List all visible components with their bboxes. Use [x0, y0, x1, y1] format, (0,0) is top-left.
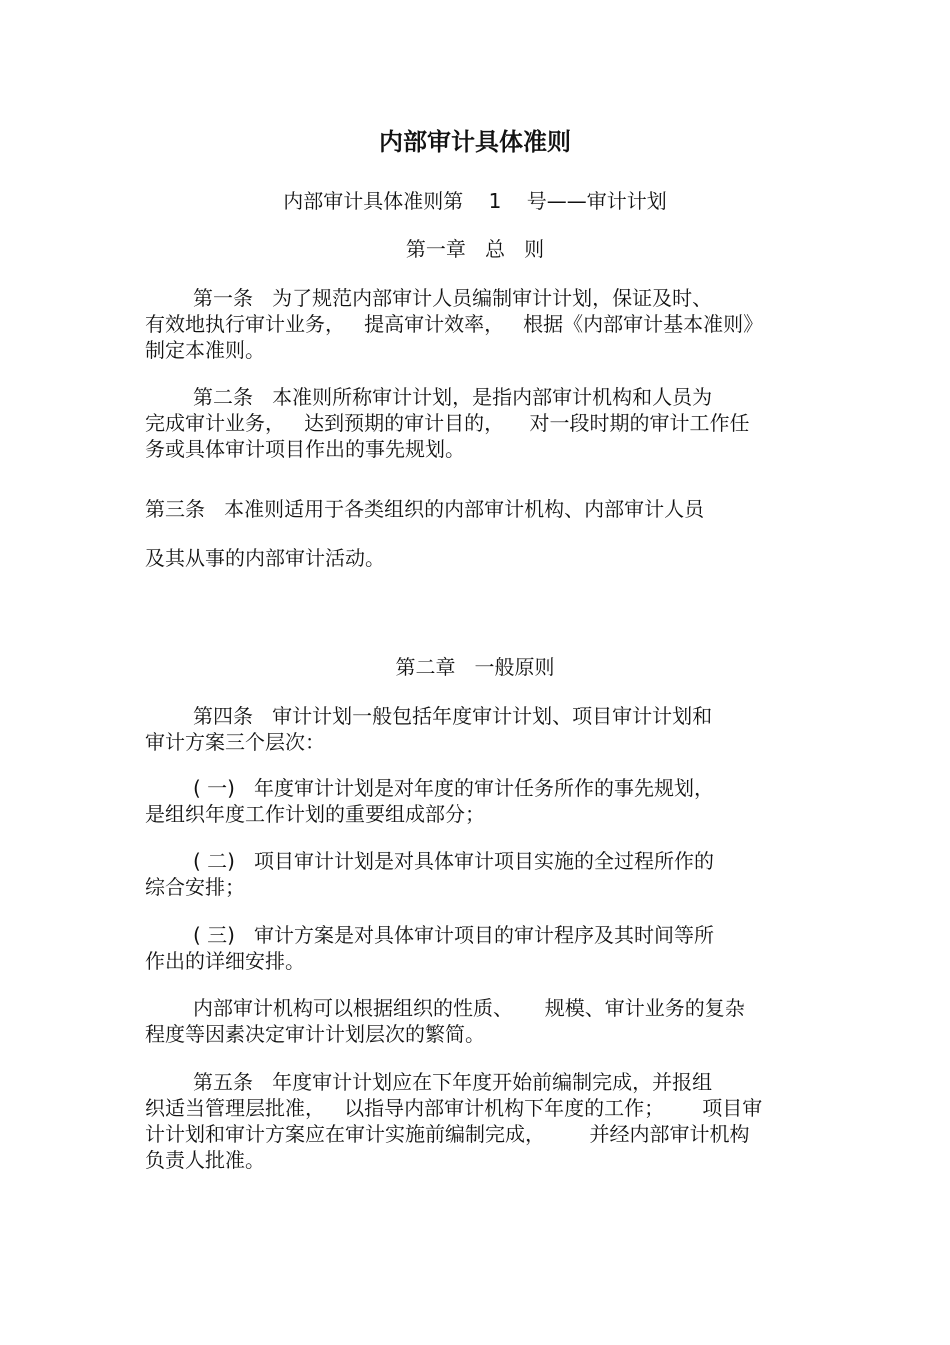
document-subtitle: 内部审计具体准则第 1 号——审计计划 [283, 189, 667, 213]
paragraph-line-2: 程度等因素决定审计计划层次的繁简。 [145, 1022, 485, 1046]
item-1-line-2: 是组织年度工作计划的重要组成部分； [145, 802, 485, 826]
article-3-line-1: 第三条 本准则适用于各类组织的内部审计机构、内部审计人员 [145, 497, 705, 521]
article-2-line-1: 第二条 本准则所称审计计划，是指内部审计机构和人员为 [193, 385, 713, 409]
item-2-line-1: ( 二) 项目审计计划是对具体审计项目实施的全过程所作的 [193, 849, 715, 873]
chapter-heading-1: 第一章 总 则 [405, 237, 545, 261]
item-3-line-2: 作出的详细安排。 [145, 949, 305, 973]
article-5-line-3: 计计划和审计方案应在审计实施前编制完成， 并经内部审计机构 [145, 1122, 750, 1146]
item-2-line-2: 综合安排； [145, 875, 245, 899]
article-3-line-2: 及其从事的内部审计活动。 [145, 546, 385, 570]
article-5-line-2: 织适当管理层批准， 以指导内部审计机构下年度的工作； 项目审 [145, 1096, 763, 1120]
chapter-heading-2: 第二章 一般原则 [395, 655, 555, 679]
article-2-line-2: 完成审计业务， 达到预期的审计目的， 对一段时期的审计工作任 [145, 411, 750, 435]
article-2-line-3: 务或具体审计项目作出的事先规划。 [145, 437, 465, 461]
article-1-line-3: 制定本准则。 [145, 338, 265, 362]
document-title: 内部审计具体准则 [379, 128, 571, 156]
paragraph-line-1: 内部审计机构可以根据组织的性质、 规模、审计业务的复杂 [193, 996, 745, 1020]
article-1-line-2: 有效地执行审计业务， 提高审计效率， 根据《内部审计基本准则》 [145, 312, 764, 336]
article-4-line-2: 审计方案三个层次： [145, 730, 325, 754]
article-5-line-1: 第五条 年度审计计划应在下年度开始前编制完成，并报组 [193, 1070, 713, 1094]
article-5-line-4: 负责人批准。 [145, 1148, 265, 1172]
article-1-line-1: 第一条 为了规范内部审计人员编制审计计划，保证及时、 [193, 286, 713, 310]
item-3-line-1: ( 三) 审计方案是对具体审计项目的审计程序及其时间等所 [193, 923, 715, 947]
item-1-line-1: ( 一) 年度审计计划是对年度的审计任务所作的事先规划， [193, 776, 715, 800]
article-4-line-1: 第四条 审计计划一般包括年度审计计划、项目审计计划和 [193, 704, 713, 728]
